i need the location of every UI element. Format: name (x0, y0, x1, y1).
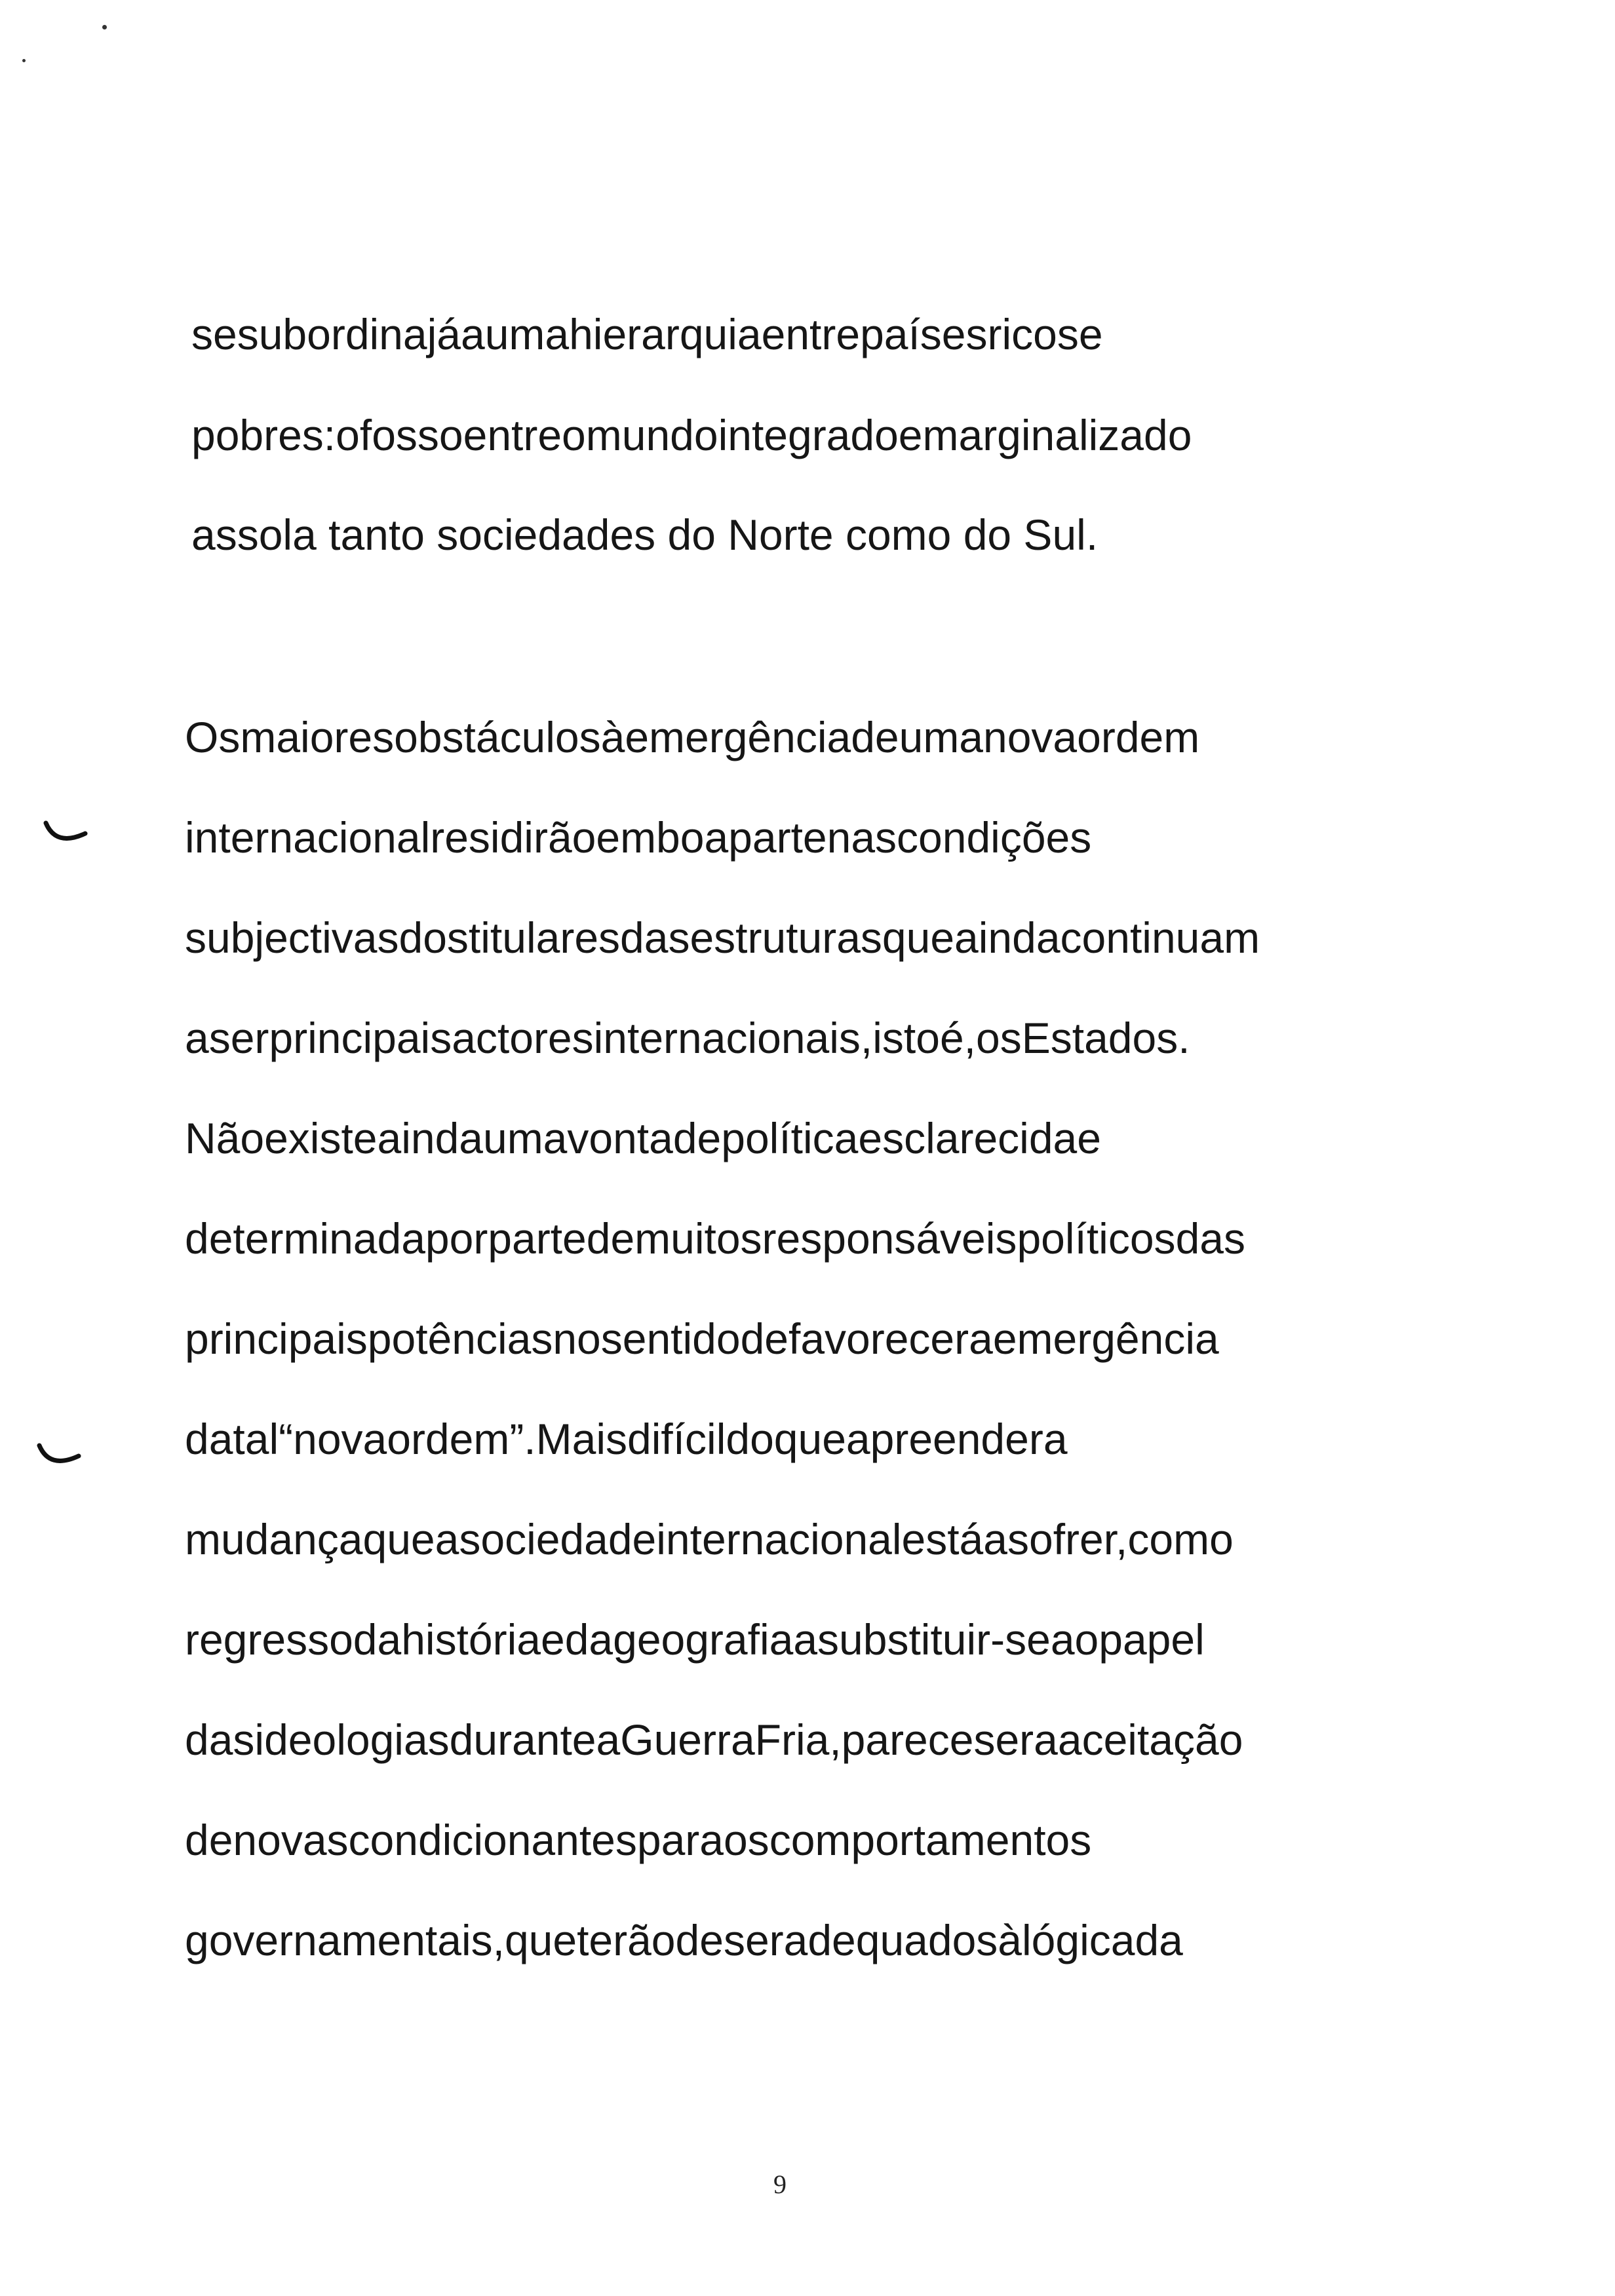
word: de (740, 1314, 788, 1363)
word: está (901, 1515, 984, 1563)
word: residirão (430, 813, 596, 862)
word: a (793, 1615, 818, 1664)
word: que (773, 1415, 846, 1463)
word: Não (185, 1114, 265, 1162)
word: da (353, 1615, 402, 1664)
word: parece (841, 1715, 974, 1764)
word: a (1043, 1415, 1068, 1463)
word: muitos (634, 1214, 762, 1263)
text-line (191, 409, 1192, 461)
word: em (596, 813, 657, 862)
word: condicionantes (348, 1816, 637, 1864)
text-line (185, 1713, 1243, 1766)
word: internacionais, (593, 1014, 873, 1062)
word: internacional (185, 813, 431, 862)
word: mudança (185, 1515, 363, 1563)
word: que (882, 913, 955, 962)
word: emergência (625, 713, 851, 761)
text-line (185, 711, 1199, 763)
scan-speck (102, 25, 107, 29)
word: a (969, 1314, 993, 1363)
word: os (976, 1014, 1022, 1062)
word: o (336, 411, 360, 459)
word: das (1175, 1214, 1245, 1263)
word: de (675, 1916, 724, 1964)
word: a (185, 1014, 209, 1062)
word: lógica (1022, 1916, 1135, 1964)
word: sentido (600, 1314, 741, 1363)
word: a (596, 1715, 621, 1764)
word: existe (264, 1114, 378, 1162)
text-line (185, 1914, 1183, 1966)
word: condições (897, 813, 1092, 862)
word: de (586, 1214, 635, 1263)
word: à (998, 1916, 1022, 1964)
word: que (362, 1515, 435, 1563)
word: Estados. (1021, 1014, 1190, 1062)
text-line (185, 1112, 1101, 1164)
word: ainda (377, 1114, 483, 1162)
text-line (185, 1012, 1190, 1064)
word: tal (233, 1415, 279, 1463)
word: emergência (992, 1314, 1219, 1363)
word: nas (827, 813, 897, 862)
word: dos (399, 913, 469, 962)
word: política (721, 1114, 859, 1162)
word: e (1077, 1114, 1101, 1162)
word: da (564, 1615, 613, 1664)
word: o (562, 411, 586, 459)
word: durante (449, 1715, 596, 1764)
word: actores (452, 1014, 594, 1062)
word: se (191, 310, 237, 358)
word: países (860, 310, 988, 358)
word: Fria, (754, 1715, 842, 1764)
word: uma (483, 1114, 568, 1162)
word: entre (463, 411, 562, 459)
word: apreender (846, 1415, 1043, 1463)
word: Guerra (620, 1715, 755, 1764)
word: ser (723, 1916, 784, 1964)
word: os (723, 1816, 769, 1864)
word: obstáculos (394, 713, 601, 761)
text-line (191, 308, 1103, 360)
word: sociedade (459, 1515, 657, 1563)
word: história (401, 1615, 541, 1664)
text-line (185, 1513, 1234, 1565)
word: e (1078, 310, 1103, 358)
text-line (185, 1413, 1068, 1465)
word: políticos (1017, 1214, 1176, 1263)
word: Mais (535, 1415, 627, 1463)
text-line (185, 911, 1260, 964)
word: ainda (954, 913, 1060, 962)
word: fosso (359, 411, 463, 459)
word: por (425, 1214, 488, 1263)
word: que (504, 1916, 577, 1964)
word: geografia (613, 1615, 794, 1664)
word: aceitação (1057, 1715, 1243, 1764)
text-line: assola tanto sociedades do Norte como do Sul. (191, 510, 1099, 559)
scan-speck (22, 59, 26, 62)
word: das (620, 913, 690, 962)
word: a (435, 1515, 459, 1563)
word: subordina (237, 310, 427, 358)
word: da (1135, 1916, 1183, 1964)
word: continuam (1060, 913, 1260, 962)
word: papel (1099, 1615, 1205, 1664)
word: das (185, 1715, 255, 1764)
word: difícil (627, 1415, 726, 1463)
word: internacional (656, 1515, 902, 1563)
word: nova (983, 713, 1078, 761)
text-line (185, 1814, 1091, 1866)
word: novas (233, 1816, 349, 1864)
word: da (185, 1415, 233, 1463)
word: ser (208, 1014, 269, 1062)
word: principais (185, 1314, 368, 1363)
word: favorecer (788, 1314, 969, 1363)
word: maiores (240, 713, 395, 761)
word: esclarecida (858, 1114, 1078, 1162)
word: vontade (567, 1114, 722, 1162)
margin-check-mark (43, 819, 89, 845)
word: ordem”. (387, 1415, 536, 1463)
word: é, (939, 1014, 976, 1062)
word: parte (488, 1214, 587, 1263)
word: já (427, 310, 461, 358)
word: e (540, 1615, 565, 1664)
word: de (851, 713, 899, 761)
word: subjectivas (185, 913, 399, 962)
word: à (600, 713, 625, 761)
word: “nova (279, 1415, 387, 1463)
word: uma (899, 713, 984, 761)
word: adequados (783, 1916, 998, 1964)
word: parte (728, 813, 827, 862)
word: ordem (1077, 713, 1200, 761)
word: titulares (468, 913, 621, 962)
margin-check-mark (37, 1442, 83, 1468)
word: responsáveis (762, 1214, 1017, 1263)
word: ideologias (254, 1715, 450, 1764)
word: regresso (185, 1615, 353, 1664)
word: do (726, 1415, 774, 1463)
word: marginalizado (922, 411, 1192, 459)
word: isto (872, 1014, 940, 1062)
word: uma (484, 310, 570, 358)
word: ao (1050, 1615, 1099, 1664)
word: no (553, 1314, 601, 1363)
word: pobres: (191, 411, 336, 459)
word: potências (367, 1314, 553, 1363)
text-line (185, 1312, 1219, 1365)
text-line (185, 811, 1091, 864)
word: estruturas (690, 913, 882, 962)
word: sofrer, (1007, 1515, 1128, 1563)
word: Os (185, 713, 241, 761)
text-line (185, 1613, 1205, 1666)
word: o (1209, 1515, 1234, 1563)
word: a (460, 310, 485, 358)
word: ser (973, 1715, 1034, 1764)
word: principais (269, 1014, 452, 1062)
word: entre (761, 310, 861, 358)
word: governamentais, (185, 1916, 505, 1964)
word: determinada (185, 1214, 425, 1263)
word: substituir-se (817, 1615, 1051, 1664)
page-number: 9 (773, 2170, 787, 2199)
word: para (636, 1816, 724, 1864)
text-line (185, 1212, 1245, 1265)
word: mundo (585, 411, 718, 459)
word: integrado (718, 411, 899, 459)
word: boa (656, 813, 729, 862)
word: a (983, 1515, 1007, 1563)
word: com (1127, 1515, 1210, 1563)
word: e (898, 411, 923, 459)
word: hierarquia (569, 310, 762, 358)
word: comportamentos (769, 1816, 1092, 1864)
word: terão (577, 1916, 676, 1964)
word: de (185, 1816, 233, 1864)
word: ricos (987, 310, 1079, 358)
word: a (1034, 1715, 1058, 1764)
